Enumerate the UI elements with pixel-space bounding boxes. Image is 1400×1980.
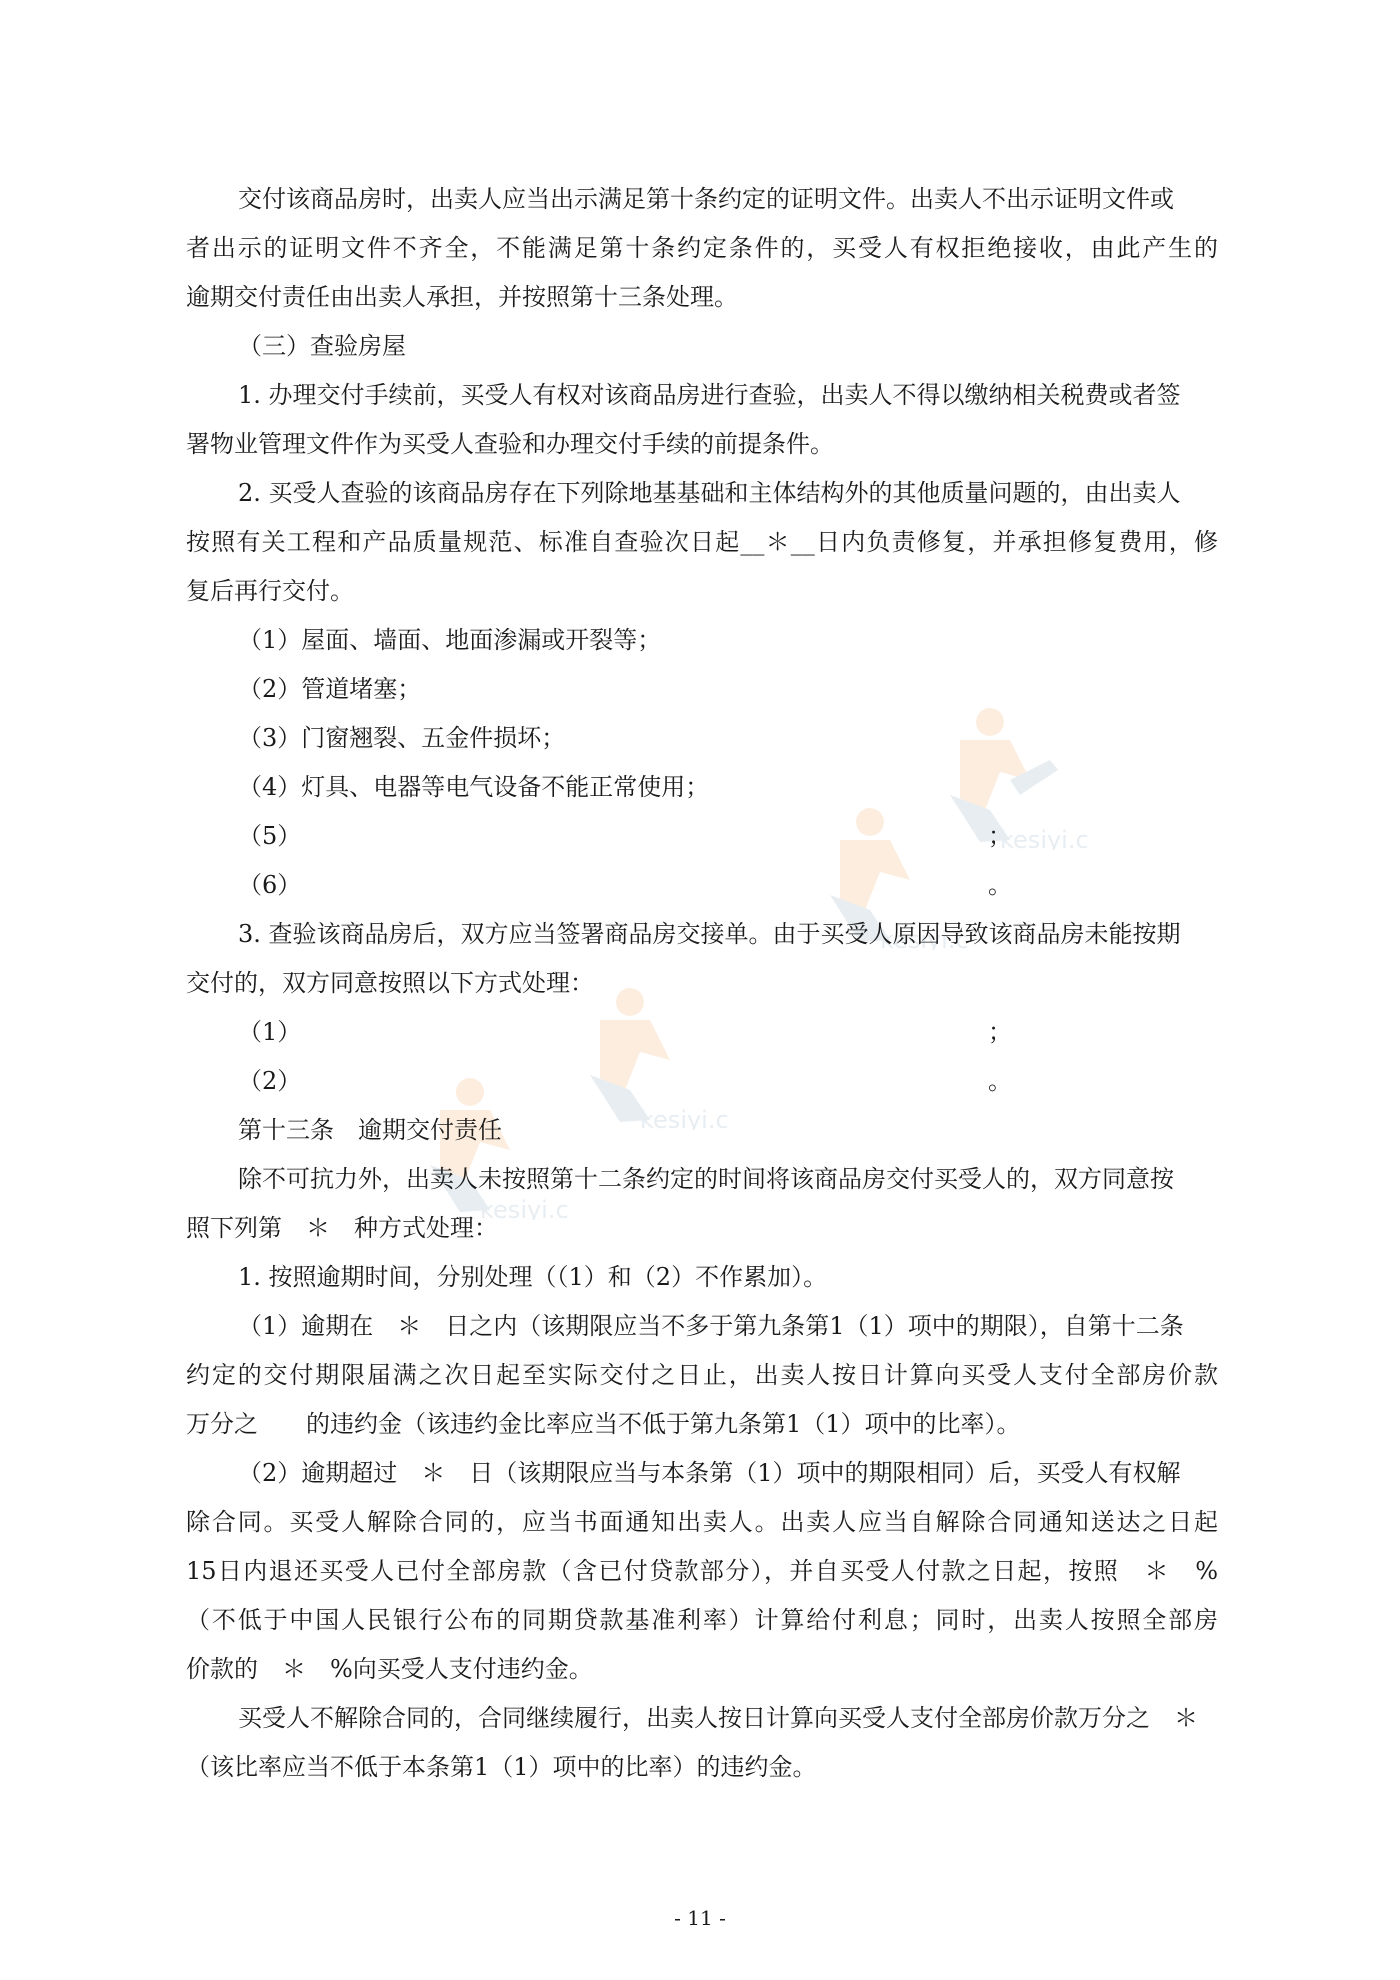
paragraph-line: 复后再行交付。 bbox=[186, 577, 354, 605]
watermark-logo bbox=[880, 700, 1090, 850]
list-item: （2）管道堵塞； bbox=[238, 675, 422, 703]
paragraph-line: 1. 按照逾期时间，分别处理（（1）和（2）不作累加）。 bbox=[238, 1263, 828, 1291]
paragraph-line: 照下列第 ＊ 种方式处理： bbox=[186, 1214, 498, 1242]
watermark-text: kesiyi.c bbox=[1000, 826, 1089, 850]
watermark-text: kesiyi.c bbox=[880, 926, 969, 950]
paragraph-line: 逾期交付责任由出卖人承担，并按照第十三条处理。 bbox=[186, 283, 738, 311]
section-heading: （三）查验房屋 bbox=[238, 332, 406, 360]
watermark-text: kesiyi.c bbox=[480, 1196, 569, 1220]
list-item-end-mark: ； bbox=[988, 822, 1012, 850]
paragraph-line: 15日内退还买受人已付全部房款（含已付贷款部分），并自买受人付款之日起，按照 ＊ % bbox=[186, 1557, 1218, 1585]
paragraph-line: 价款的 ＊ %向买受人支付违约金。 bbox=[186, 1655, 593, 1683]
list-item-end-mark: 。 bbox=[988, 871, 1012, 899]
page-number: - 11 - bbox=[674, 1906, 726, 1930]
paragraph-line: 万分之 的违约金（该违约金比率应当不低于第九条第1（1）项中的比率）。 bbox=[186, 1410, 1021, 1438]
paragraph-line: （该比率应当不低于本条第1（1）项中的比率）的违约金。 bbox=[186, 1753, 817, 1781]
watermark-text: kesiyi.c bbox=[640, 1106, 729, 1130]
paragraph-line: 除合同。买受人解除合同的，应当书面通知出卖人。出卖人应当自解除合同通知送达之日起 bbox=[186, 1508, 1218, 1536]
list-item: （2） bbox=[238, 1067, 302, 1095]
list-item: （1） bbox=[238, 1018, 302, 1046]
list-item: （3）门窗翘裂、五金件损坏； bbox=[238, 724, 566, 752]
paragraph-line: 1. 办理交付手续前，买受人有权对该商品房进行查验，出卖人不得以缴纳相关税费或者签 bbox=[238, 381, 1181, 409]
paragraph-line: 除不可抗力外，出卖人未按照第十二条约定的时间将该商品房交付买受人的，双方同意按 bbox=[238, 1165, 1174, 1193]
paragraph-line: 署物业管理文件作为买受人查验和办理交付手续的前提条件。 bbox=[186, 430, 834, 458]
paragraph-line: 2. 买受人查验的该商品房存在下列除地基基础和主体结构外的其他质量问题的，由出卖人 bbox=[238, 479, 1181, 507]
paragraph-line: 3. 查验该商品房后，双方应当签署商品房交接单。由于买受人原因导致该商品房未能按期 bbox=[238, 920, 1181, 948]
list-item-end-mark: 。 bbox=[988, 1067, 1012, 1095]
list-item: （1）屋面、墙面、地面渗漏或开裂等； bbox=[238, 626, 662, 654]
list-item: （4）灯具、电器等电气设备不能正常使用； bbox=[238, 773, 710, 801]
paragraph-line: （不低于中国人民银行公布的同期贷款基准利率）计算给付利息；同时，出卖人按照全部房 bbox=[186, 1606, 1218, 1634]
list-item: （5） bbox=[238, 822, 302, 850]
article-heading: 第十三条 逾期交付责任 bbox=[238, 1116, 502, 1144]
watermark-logo bbox=[520, 980, 730, 1130]
paragraph-line: 交付该商品房时，出卖人应当出示满足第十条约定的证明文件。出卖人不出示证明文件或 bbox=[238, 185, 1174, 213]
paragraph-line: 约定的交付期限届满之次日起至实际交付之日止，出卖人按日计算向买受人支付全部房价款 bbox=[186, 1361, 1218, 1389]
list-item-end-mark: ； bbox=[988, 1018, 1012, 1046]
paragraph-line: 者出示的证明文件不齐全，不能满足第十条约定条件的，买受人有权拒绝接收，由此产生的 bbox=[186, 234, 1218, 262]
paragraph-line: （1）逾期在 ＊ 日之内（该期限应当不多于第九条第1（1）项中的期限），自第十二条 bbox=[238, 1312, 1184, 1340]
paragraph-line: 买受人不解除合同的，合同继续履行，出卖人按日计算向买受人支付全部房价款万分之 ＊ bbox=[238, 1704, 1198, 1732]
list-item: （6） bbox=[238, 871, 302, 899]
paragraph-line: 交付的，双方同意按照以下方式处理： bbox=[186, 969, 594, 997]
paragraph-line: （2）逾期超过 ＊ 日（该期限应当与本条第（1）项中的期限相同）后，买受人有权解 bbox=[238, 1459, 1181, 1487]
paragraph-line: 按照有关工程和产品质量规范、标准自查验次日起__＊__日内负责修复，并承担修复费用，修 bbox=[186, 528, 1218, 556]
